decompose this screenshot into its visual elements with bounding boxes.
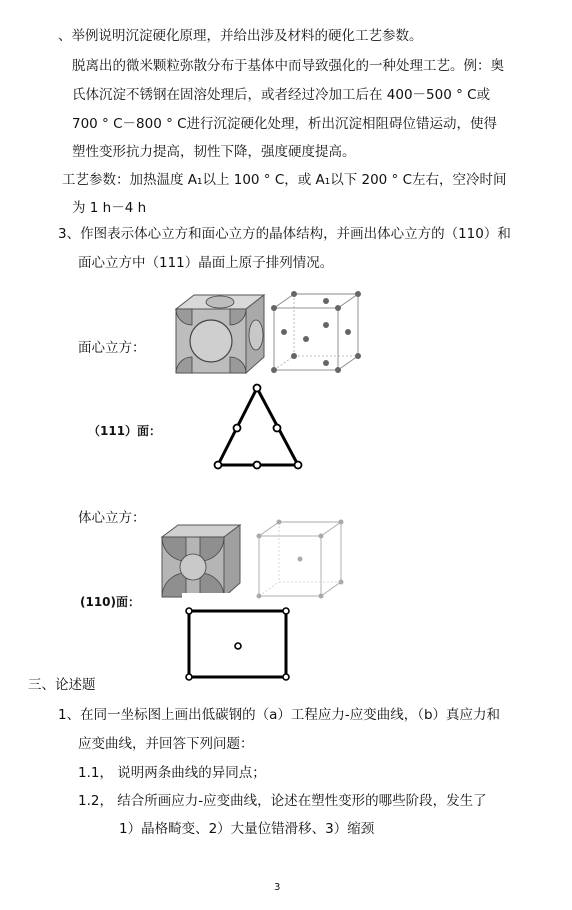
bcc-lattice-diagram [255, 520, 345, 600]
q2-answer-line-1: 脱离出的微米颗粒弥散分布于基体中而导致强化的一种处理工艺。例：奥 [72, 58, 504, 74]
q2-answer-line-2: 氏体沉淀不锈钢在固溶处理后，或者经过冷加工后在 400－500 ° C或 [72, 87, 491, 103]
q2-param-line-1: 工艺参数：加热温度 A₁以上 100 ° C，或 A₁以下 200 ° C左右，空冷时间 [62, 172, 507, 188]
fcc-111-plane-triangle [210, 383, 310, 473]
q2-answer-line-4: 塑性变形抗力提高，韧性下降，强度硬度提高。 [72, 144, 356, 160]
fcc-label: 面心立方： [78, 340, 146, 356]
bcc-sphere-model [162, 525, 242, 597]
question-2-title: 、举例说明沉淀硬化原理，并给出涉及材料的硬化工艺参数。 [58, 28, 423, 44]
sub-question-1-1: 1.1， 说明两条曲线的异同点； [78, 765, 266, 781]
section-3-question-1-line-1: 1、在同一坐标图上画出低碳钢的（a）工程应力-应变曲线，（b）真应力和 [58, 707, 501, 723]
bcc-label: 体心立方： [78, 510, 146, 526]
sub-question-1-2-continued: 1）晶格畸变、2）大量位错滑移、3）缩颈 [119, 821, 375, 837]
section-3-heading: 三、论述题 [28, 677, 96, 693]
q2-param-line-2: 为 1 h－4 h [72, 200, 147, 216]
bcc-110-plane-rectangle [184, 606, 294, 682]
bcc-110-plane-label: (110)面： [80, 595, 141, 609]
fcc-lattice-diagram [270, 292, 362, 374]
sub-question-1-2: 1.2， 结合所画应力-应变曲线，论述在塑性变形的哪些阶段，发生了 [78, 793, 487, 809]
q2-answer-line-3: 700 ° C－800 ° C进行沉淀硬化处理，析出沉淀相阻碍位错运动，使得 [72, 116, 498, 132]
fcc-111-plane-label: （111）面： [88, 424, 162, 438]
page-number: 3 [274, 882, 281, 893]
question-3-line-2: 面心立方中（111）晶面上原子排列情况。 [78, 255, 334, 271]
section-3-question-1-line-2: 应变曲线，并回答下列问题： [78, 736, 254, 752]
fcc-sphere-model [176, 295, 266, 375]
question-3-line-1: 3、作图表示体心立方和面心立方的晶体结构，并画出体心立方的（110）和 [58, 226, 511, 242]
